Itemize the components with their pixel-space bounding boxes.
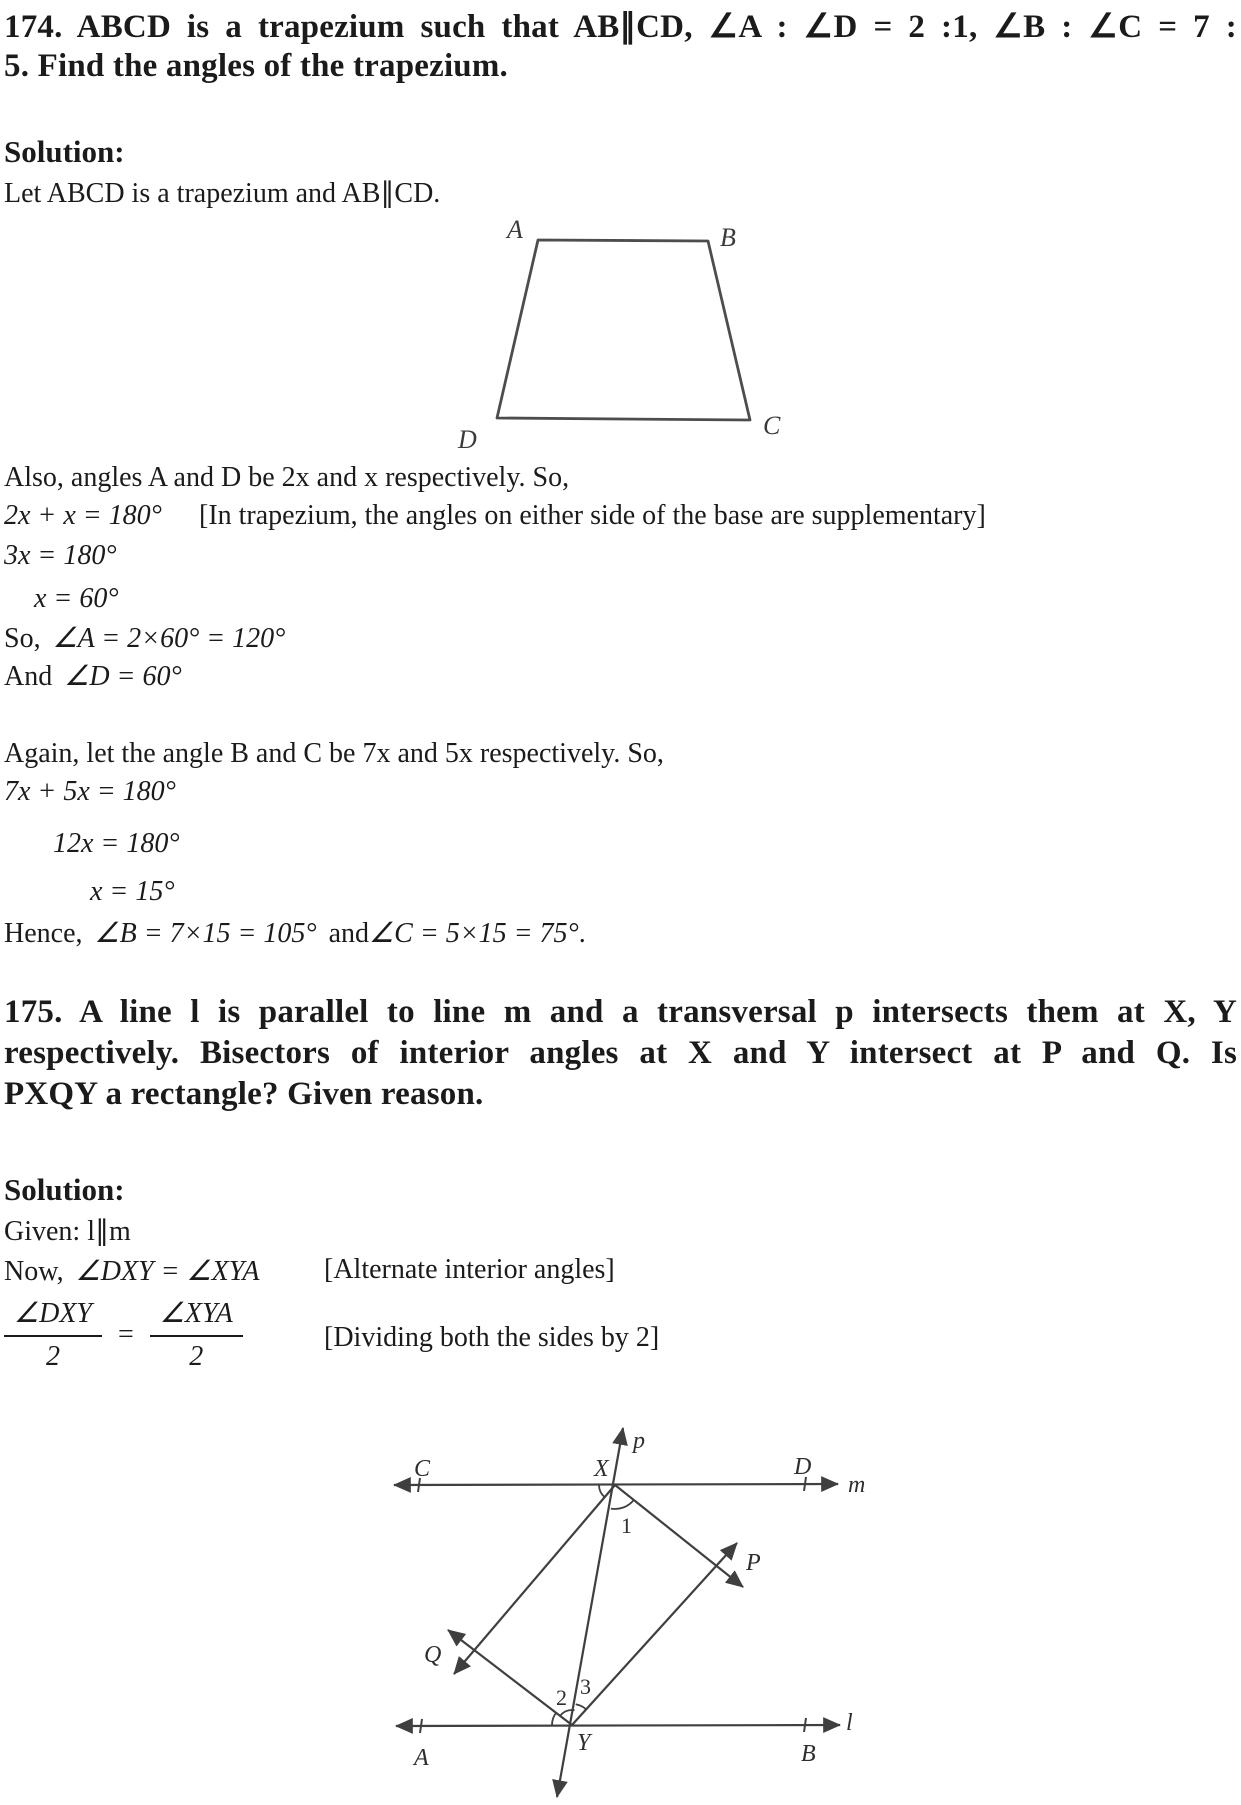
question-175-title-line1: 175. A line l is parallel to line m and a transversal p intersects them at X, Y [4,994,1237,1030]
alternate-angles-equation: ∠DXY = ∠XYA [75,1256,260,1287]
solution-heading-174: Solution: [4,134,125,169]
hence-line [4,916,1237,950]
label-point-y: Y [577,1730,591,1756]
angle-arc-y-left [552,1713,556,1725]
label-line-l: l [846,1710,853,1736]
trapezium-vertex-label-d: D [458,425,477,454]
equation-2x-plus-x: 2x + x = 180° [4,500,162,531]
angle-arc-x-angle1 [611,1500,634,1509]
equation-12x: 12x = 180° [53,828,180,859]
angle-a-result: ∠A = 2×60° = 120° [52,623,286,654]
bracket-note-alternate-angles: [Alternate interior angles] [324,1254,615,1285]
label-point-a: A [414,1745,429,1771]
intro-line-174: Let ABCD is a trapezium and AB∥CD. [4,178,441,209]
question-175-title [4,992,1237,1115]
question-174-title [4,8,1237,86]
parallel-lines-figure [378,1412,878,1805]
and-prefix: And [4,661,53,692]
angle-d-result: ∠D = 60° [64,661,182,692]
ray-x-to-q [454,1485,615,1674]
label-point-q: Q [424,1642,442,1668]
question-175-title-line3: PXQY a rectangle? Given reason. [4,1076,484,1112]
fraction-left-numerator: ∠DXY [4,1296,102,1337]
ray-y-to-q [448,1630,572,1725]
bracket-note-dividing: [Dividing both the sides by 2] [324,1322,660,1353]
given-line: Given: l∥m [4,1216,131,1247]
question-175-title-line2: respectively. Bisectors of interior angles at X and Y intersect at P and Q. Is [4,1035,1237,1071]
equation-line-4 [4,776,1237,808]
equation-3x: 3x = 180° [4,540,117,571]
tick-line-l-left [420,1719,422,1733]
fraction-right-denominator: 2 [189,1341,204,1372]
question-174-title-line2: 5. Find the angles of the trapezium. [4,48,509,84]
now-line [4,1254,1237,1288]
label-point-b: B [801,1741,816,1767]
equation-7x-5x: 7x + 5x = 180° [4,776,176,807]
fraction-equals-sign: = [118,1318,134,1350]
now-prefix: Now, [4,1256,64,1287]
fraction-right-numerator: ∠XYA [150,1296,243,1337]
again-line: Again, let the angle B and C be 7x and 5x respectively. So, [4,738,664,769]
fraction-right [150,1296,243,1373]
also-line: Also, angles A and D be 2x and x respectively. So, [4,462,570,493]
trapezium-vertex-label-b: B [720,223,736,252]
trapezium-figure [415,196,810,454]
label-point-d: D [794,1454,812,1480]
equation-x-15: x = 15° [90,876,175,907]
solution-heading-175: Solution: [4,1172,125,1207]
trapezium-outline [497,240,750,420]
label-angle-3: 3 [580,1674,591,1699]
so-prefix: So, [4,623,41,654]
trapezium-vertex-label-a: A [507,215,523,244]
label-point-c: C [414,1456,431,1482]
fraction-left [4,1296,102,1373]
equation-line-6 [4,876,1237,908]
angle-a-result-line [4,621,1237,655]
equation-line-5 [4,828,1237,860]
equation-line-2 [4,540,1237,572]
bracket-note-supplementary: [In trapezium, the angles on either side of the base are supplementary] [199,500,986,531]
fraction-line [4,1296,1237,1373]
label-angle-1: 1 [621,1513,632,1538]
equation-line-3 [4,583,1237,615]
tick-line-l-right [804,1718,806,1732]
hence-prefix: Hence, [4,918,83,949]
equation-line-1 [4,500,1237,532]
label-line-m: m [848,1472,866,1498]
angle-arc-x-left [599,1485,605,1497]
equation-x-60: x = 60° [34,583,119,614]
label-angle-2: 2 [556,1685,567,1710]
angle-d-result-line [4,659,1237,693]
label-point-x: X [594,1456,609,1482]
question-174-title-line1: 174. ABCD is a trapezium such that AB∥CD, ∠A : ∠D = 2 :1, ∠B : ∠C = 7 : [4,9,1237,45]
line-l [396,1725,840,1726]
angle-b-result: ∠B = 7×15 = 105° [94,918,317,949]
angle-arc-y-angle3 [576,1704,587,1709]
angle-c-result: ∠C = 5×15 = 75° [369,918,579,949]
hence-and: and [328,918,370,949]
hence-period: . [578,918,586,949]
label-point-p: P [746,1550,761,1576]
label-transversal-p: p [633,1428,645,1454]
fraction-left-denominator: 2 [46,1341,60,1372]
trapezium-vertex-label-c: C [763,411,781,440]
